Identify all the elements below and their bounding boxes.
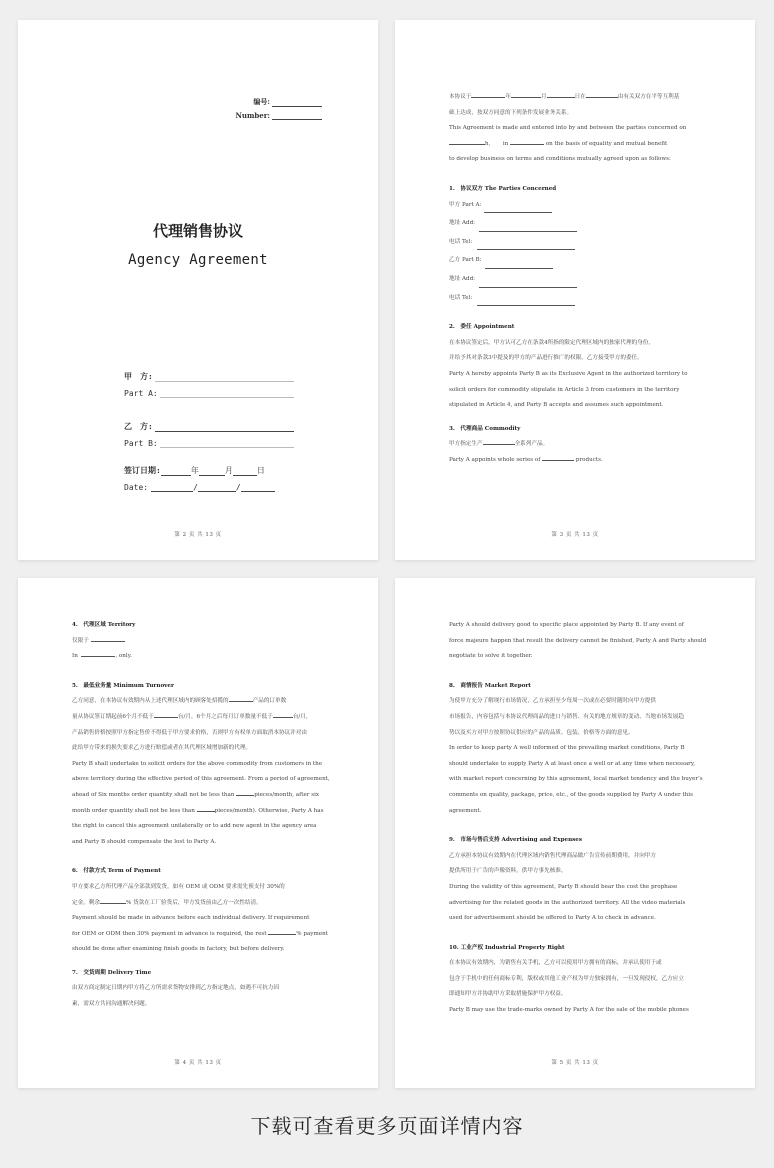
number-label: Number: [235, 111, 270, 120]
agreement-page-3 [395, 20, 755, 560]
blank-line [236, 790, 254, 796]
field-tel-a [449, 235, 701, 251]
section-5-line [72, 804, 324, 820]
intro-text: h, [485, 140, 491, 147]
page-footer: 第 2 页 共 13 页 [174, 532, 222, 538]
sign-date-cn-row [124, 460, 294, 476]
field-line [477, 300, 575, 306]
section-6-text: % 货款在工厂验货后，甲方发货前由乙方一次性结清。 [125, 899, 262, 906]
section-7-line: 由双方商定制定日期内甲方将乙方所需求货物安排到乙方指定地点，如遇不可抗力因 [72, 985, 279, 992]
section-5-line [72, 710, 324, 726]
section-6-line [72, 927, 328, 943]
party-b-en-line [160, 440, 294, 448]
party-b-cn-line [155, 424, 294, 432]
intro-text: 本协议于 [449, 94, 472, 100]
section-2-title: 2. 委任 Appointment [449, 324, 515, 331]
field-label: 地址 Add: [449, 275, 476, 282]
section-5-text: 量从协议签订期起前6个月不低于 [72, 713, 154, 720]
field-address-a [449, 216, 701, 232]
blank-line [229, 696, 253, 702]
intro-line-1 [449, 90, 701, 106]
party-a-en-line [160, 390, 294, 398]
section-4-text: 仅限于 [72, 637, 89, 644]
section-2-line: 并给予其对条款3中提及的甲方的产品进行推广的权限。乙方接受甲方的委任。 [449, 355, 643, 362]
section-6-line: should be done after examining finish goods in factory, but before delivery. [72, 946, 285, 953]
blank-line [100, 898, 126, 904]
blank-line [449, 139, 485, 145]
date-en-label: Date: [124, 483, 149, 492]
field-label: 乙方 Part B: [449, 257, 482, 264]
party-b-en-row [124, 432, 294, 448]
field-label: 甲方 Part A: [449, 201, 482, 208]
section-3-line-2 [449, 453, 701, 469]
section-6-line [72, 896, 324, 912]
code-label: 编号: [253, 97, 270, 106]
section-8-line: should undertake to supply Party A at least once a well or at any time when necessary, [449, 760, 696, 767]
blank-line [91, 636, 125, 642]
slash-2: / [235, 483, 241, 492]
code-box [202, 94, 322, 120]
section-5-line: 此给甲方带来的损失要求乙方进行赔偿或者在其代理区域增加新的代理。 [72, 745, 252, 752]
section-2-line: stipulated in Article 4, and Party B accepts and assumes such appointment. [449, 402, 664, 409]
section-4-text: In [72, 653, 78, 660]
section-3-text: 甲方指定生产 [449, 441, 483, 448]
intro-line-5: to develop business on terms and conditions mutually agreed upon as follows: [449, 156, 671, 163]
blank-line [471, 92, 505, 98]
section-9-line: During the validity of this agreement, Party B should bear the cost the prophase [449, 883, 678, 890]
agreement-page-4 [18, 578, 378, 1088]
section-3-title: 3. 代理商品 Commodity [449, 425, 521, 432]
section-5-text: 产品的订单数 [252, 698, 287, 705]
party-b-en-label: Part B: [124, 439, 158, 448]
section-7-title: 7. 交货周期 Delivery Time [72, 969, 152, 976]
section-9-line: advertising for the related goods in the authorized territory. All the video materials [449, 899, 686, 906]
number-line [272, 112, 322, 120]
section-3-text: Party A appoints whole series of [449, 456, 541, 463]
title-en: Agency Agreement [128, 252, 268, 268]
intro-text: 月 [541, 94, 547, 100]
section-5-text: pieces/month, after six [254, 791, 320, 798]
section-5-line: Party B shall undertake to solicit orders for the above commodity from customers in the [72, 760, 323, 767]
section-5-text: 台/月， [292, 713, 312, 720]
party-a-cn-row [124, 366, 294, 382]
intro-text: 年 [505, 94, 511, 100]
section-10-line: 即通知甲方并协助甲方采取措施保护甲方权益。 [449, 991, 567, 998]
section-6-line: Payment should be made in advance before each individual delivery. If requirement [72, 915, 310, 922]
cover-page [18, 20, 378, 560]
section-10-line: 在本协议有效期内，为销售有关手机，乙方可以使用甲方拥有的商标，并承认使用于或 [449, 960, 662, 967]
date-line-2 [198, 484, 236, 492]
top-line: force majeure happen that result the delivery cannot be finished, Party A and Party should [449, 637, 707, 644]
section-5-text: 乙方同意，在本协议有效期内从上述代理区域内的顾客处招揽的 [72, 698, 229, 705]
section-4-line-2 [72, 649, 324, 665]
section-6-text: for OEM or ODM then 30% payment in advance is required, the rest [72, 930, 267, 937]
section-4-text: , only. [115, 653, 132, 660]
section-5-line: and Party B should compensate the lost to Party A. [72, 838, 217, 845]
date-line-3 [241, 484, 275, 492]
section-8-line: agreement. [449, 807, 482, 814]
page-5-body [449, 618, 707, 1019]
section-9-line: 提供所用于广告的声像资料，供甲方事先核准。 [449, 868, 567, 875]
page-3-body [449, 90, 701, 468]
section-8-title: 8. 商情报告 Market Report [449, 682, 531, 689]
party-a-cn-line [155, 374, 294, 382]
month-label: 月 [224, 466, 233, 475]
section-1-title: 1. 协议双方 The Parties Concerned [449, 185, 557, 192]
intro-text: 日在 [574, 94, 586, 100]
date-line-1 [151, 484, 193, 492]
party-a-en-label: Part A: [124, 389, 158, 398]
field-address-b [449, 272, 701, 288]
agreement-page-5 [395, 578, 755, 1088]
section-5-text: 台/月，6个月之后每月订单数量不低于 [177, 713, 273, 720]
field-line [479, 226, 577, 232]
section-6-text: % payment [296, 930, 328, 937]
field-line [485, 263, 553, 269]
year-label: 年 [190, 466, 199, 475]
blank-line [586, 92, 618, 98]
section-8-line: 为使甲方充分了解现行市场情况，乙方承担至少每周一次或在必要时随时向甲方提供 [449, 698, 656, 705]
party-b-cn-label: 乙 方: [124, 422, 153, 431]
blank-line [483, 439, 515, 445]
section-5-line: the right to cancel this agreement unilaterally or to add new agent in the agency area [72, 823, 317, 830]
field-party-a [449, 198, 701, 214]
section-7-line: 素，需双方共同沟通解决问题。 [72, 1001, 151, 1008]
page-footer: 第 3 页 共 13 页 [551, 532, 599, 538]
blank-line [547, 92, 575, 98]
day-label: 日 [256, 466, 265, 475]
section-9-title: 9. 市场与售后支持 Advertising and Expenses [449, 837, 582, 844]
blank-line [154, 712, 178, 718]
top-line: negotiate to solve it together. [449, 653, 533, 660]
section-3-line-1 [449, 437, 701, 453]
section-8-line: 势以及买方对甲方按照协议供应的产品的品质、包装、价格等方面的意见。 [449, 729, 634, 736]
section-2-line: Party A hereby appoints Party B as its Exclusive Agent in the authorized territory to [449, 370, 688, 377]
blank-line [510, 139, 544, 145]
intro-line-3: This Agreement is made and entered into by and between the parties concerned on [449, 125, 687, 132]
field-label: 电话 Tel: [449, 238, 473, 245]
intro-text: in [502, 140, 509, 147]
field-label: 地址 Add: [449, 220, 476, 227]
intro-line-2: 础上达成，按双方同意的下列条件发展业务关系。 [449, 109, 573, 116]
section-5-line [72, 788, 324, 804]
parties-block [124, 366, 294, 492]
section-5-text: month order quantity shall not be less than [72, 807, 195, 814]
section-8-line: with market report concerning by this agreement, local market tendency and the buyer’s [449, 776, 703, 783]
page-footer: 第 4 页 共 13 页 [174, 1060, 222, 1066]
top-line: Party A should delivery good to specific place appointed by Party B. If any event of [449, 622, 684, 628]
page-4-body [72, 618, 330, 1013]
code-row [202, 94, 322, 107]
intro-text: on the basis of equality and mutual benefit [545, 140, 668, 147]
year-line [161, 468, 191, 476]
blank-line [197, 806, 215, 812]
title-cn: 代理销售协议 [152, 222, 243, 240]
month-line [199, 468, 225, 476]
blank-line [268, 929, 296, 935]
section-8-line: In order to keep party A well informed of the prevailing market conditions, Party B [449, 745, 685, 752]
blank-line [81, 651, 115, 657]
section-10-line: 包含于手机中的任何商标专利，版权或其他工业产权为甲方独家拥有，一旦发现侵权，乙方应立 [449, 975, 684, 982]
section-5-text: ahead of Six months order quantity shall not be less than [72, 791, 235, 798]
field-tel-b [449, 291, 701, 307]
section-4-title: 4. 代理区域 Territory [72, 622, 136, 628]
date-en-row [124, 476, 294, 492]
intro-line-4 [449, 137, 701, 153]
section-4-line-1 [72, 634, 324, 650]
field-party-b [449, 253, 701, 269]
field-label: 电话 Tel: [449, 294, 473, 301]
section-2-line: 在本协议签定后，甲方认可乙方在条款4所指的限定代理区域内的独家代理的身份， [449, 339, 654, 346]
section-6-text: 定金，剩余 [72, 899, 100, 906]
section-5-line: 产品销售价格按照甲方指定售价不得低于甲方要求价格，否则甲方有权单方面取消本协议并对由 [72, 729, 307, 736]
section-8-line: 市场报告，内容包括与本协议代理商品的进口与销售、有关的地方规章的变动、当地市场发展趋 [449, 713, 684, 720]
field-line [477, 244, 575, 250]
section-9-line: used for advertisement should be offered to Party A to check in advance. [449, 915, 656, 922]
party-b-cn-row [124, 416, 294, 432]
field-line [484, 207, 552, 213]
intro-text: 由有关双方在平等互利基 [617, 94, 680, 100]
download-caption: 下载可查看更多页面详情内容 [250, 1114, 524, 1138]
code-line [272, 99, 322, 107]
section-10-line: Party B may use the trade-marks owned by Party A for the sale of the mobile phones [449, 1007, 689, 1014]
slash-1: / [193, 483, 198, 492]
sign-date-cn-label: 签订日期: [124, 466, 161, 475]
section-5-title: 5. 最低业务量 Minimum Turnover [72, 682, 174, 689]
section-6-title: 6. 付款方式 Term of Payment [72, 868, 161, 875]
day-line [233, 468, 257, 476]
blank-line [273, 712, 293, 718]
section-5-line [72, 694, 324, 710]
section-10-title: 10. 工业产权 Industrial Property Right [449, 944, 565, 951]
party-a-cn-label: 甲 方: [124, 372, 153, 381]
section-3-text: products. [575, 456, 603, 463]
blank-line [542, 455, 574, 461]
section-5-text: pieces/month). Otherwise, Party A has [214, 807, 324, 814]
blank-line [511, 92, 541, 98]
section-2-line: solicit orders for commodity stipulate in Article 3 from customers in the territory [449, 386, 680, 393]
section-6-line: 甲方要求乙方所代理产品全部款到发货，如有 OEM 或 ODM 要求需先预支付 30%的 [72, 883, 285, 890]
party-a-en-row [124, 382, 294, 398]
number-row [202, 107, 322, 120]
page-footer: 第 5 页 共 13 页 [551, 1060, 599, 1066]
field-line [479, 282, 577, 288]
section-9-line: 乙方承担本协议有效期内在代理区域内销售代理商品做广告宣传前期费用，并向甲方 [449, 852, 656, 859]
section-8-line: comments on quality, package, price, etc., of the goods supplied by Party A under this [449, 791, 693, 798]
section-3-text: 全系列产品。 [514, 441, 549, 448]
section-5-line: above territory during the effective period of this agreement. From a period of agreement, [72, 776, 330, 783]
